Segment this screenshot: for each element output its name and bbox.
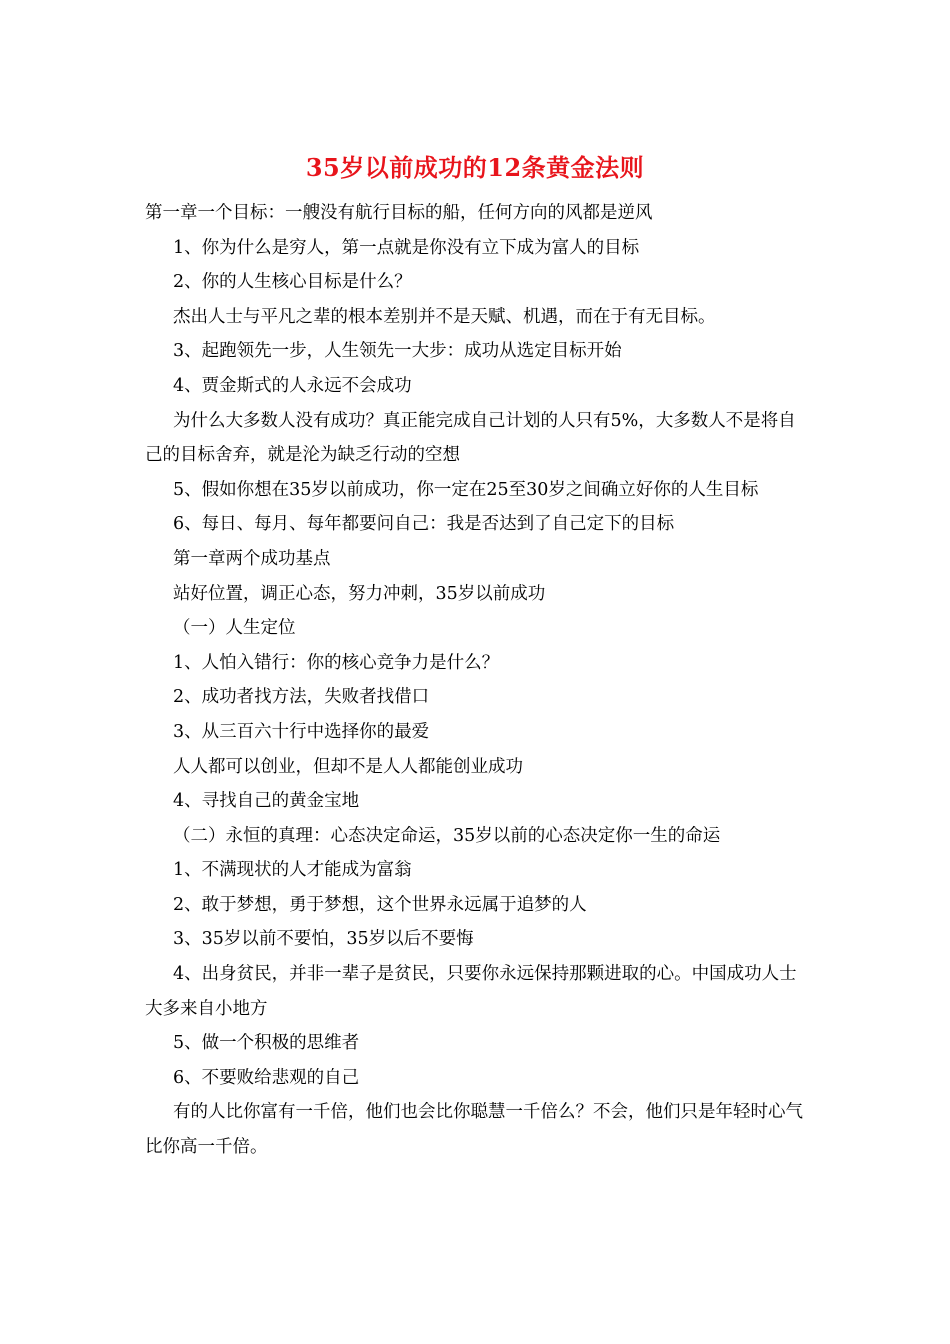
paragraph: 站好位置，调正心态，努力冲刺，35岁以前成功 <box>173 583 546 604</box>
paragraph: 人人都可以创业，但却不是人人都能创业成功 <box>173 756 523 777</box>
paragraph: 4、寻找自己的黄金宝地 <box>173 791 360 812</box>
document-title: 35岁以前成功的12条黄金法则 <box>305 153 645 182</box>
paragraph: 5、做一个积极的思维者 <box>173 1033 360 1054</box>
paragraph: 1、不满现状的人才能成为富翁 <box>173 860 412 881</box>
paragraph: 6、不要败给悲观的自己 <box>173 1067 360 1088</box>
paragraph: 3、起跑领先一步，人生领先一大步：成功从选定目标开始 <box>173 341 622 362</box>
paragraph: 第一章一个目标：一艘没有航行目标的船，任何方向的风都是逆风 <box>145 203 653 223</box>
paragraph: 有的人比你富有一千倍，他们也会比你聪慧一千倍么？不会，他们只是年轻时心气比你高一千倍。 <box>145 1102 803 1158</box>
paragraph: 杰出人士与平凡之辈的根本差别并不是天赋、机遇，而在于有无目标。 <box>173 306 716 327</box>
paragraph: 2、敢于梦想，勇于梦想，这个世界永远属于追梦的人 <box>173 894 587 915</box>
paragraph: 第一章两个成功基点 <box>173 548 331 569</box>
document-body <box>145 196 809 1165</box>
paragraph: 4、贾金斯式的人永远不会成功 <box>173 375 412 396</box>
paragraph: 5、假如你想在35岁以前成功，你一定在25至30岁之间确立好你的人生目标 <box>173 479 759 500</box>
paragraph: 2、你的人生核心目标是什么？ <box>173 272 412 293</box>
paragraph: （一）人生定位 <box>173 618 296 639</box>
paragraph: 为什么大多数人没有成功？真正能完成自己计划的人只有5%，大多数人不是将自己的目标舍弃，就是沦为缺乏行动的空想 <box>145 410 796 466</box>
paragraph: 6、每日、每月、每年都要问自己：我是否达到了自己定下的目标 <box>173 514 675 535</box>
paragraph: 4、出身贫民，并非一辈子是贫民，只要你永远保持那颗进取的心。中国成功人士大多来自小地方 <box>145 964 797 1019</box>
paragraph: （二）永恒的真理：心态决定命运，35岁以前的心态决定你一生的命运 <box>173 825 721 846</box>
paragraph: 3、从三百六十行中选择你的最爱 <box>173 721 430 742</box>
paragraph: 1、人怕入错行：你的核心竞争力是什么？ <box>173 652 500 673</box>
paragraph: 1、你为什么是穷人，第一点就是你没有立下成为富人的目标 <box>173 237 640 258</box>
paragraph: 3、35岁以前不要怕，35岁以后不要悔 <box>173 929 474 950</box>
paragraph: 2、成功者找方法，失败者找借口 <box>173 687 430 708</box>
